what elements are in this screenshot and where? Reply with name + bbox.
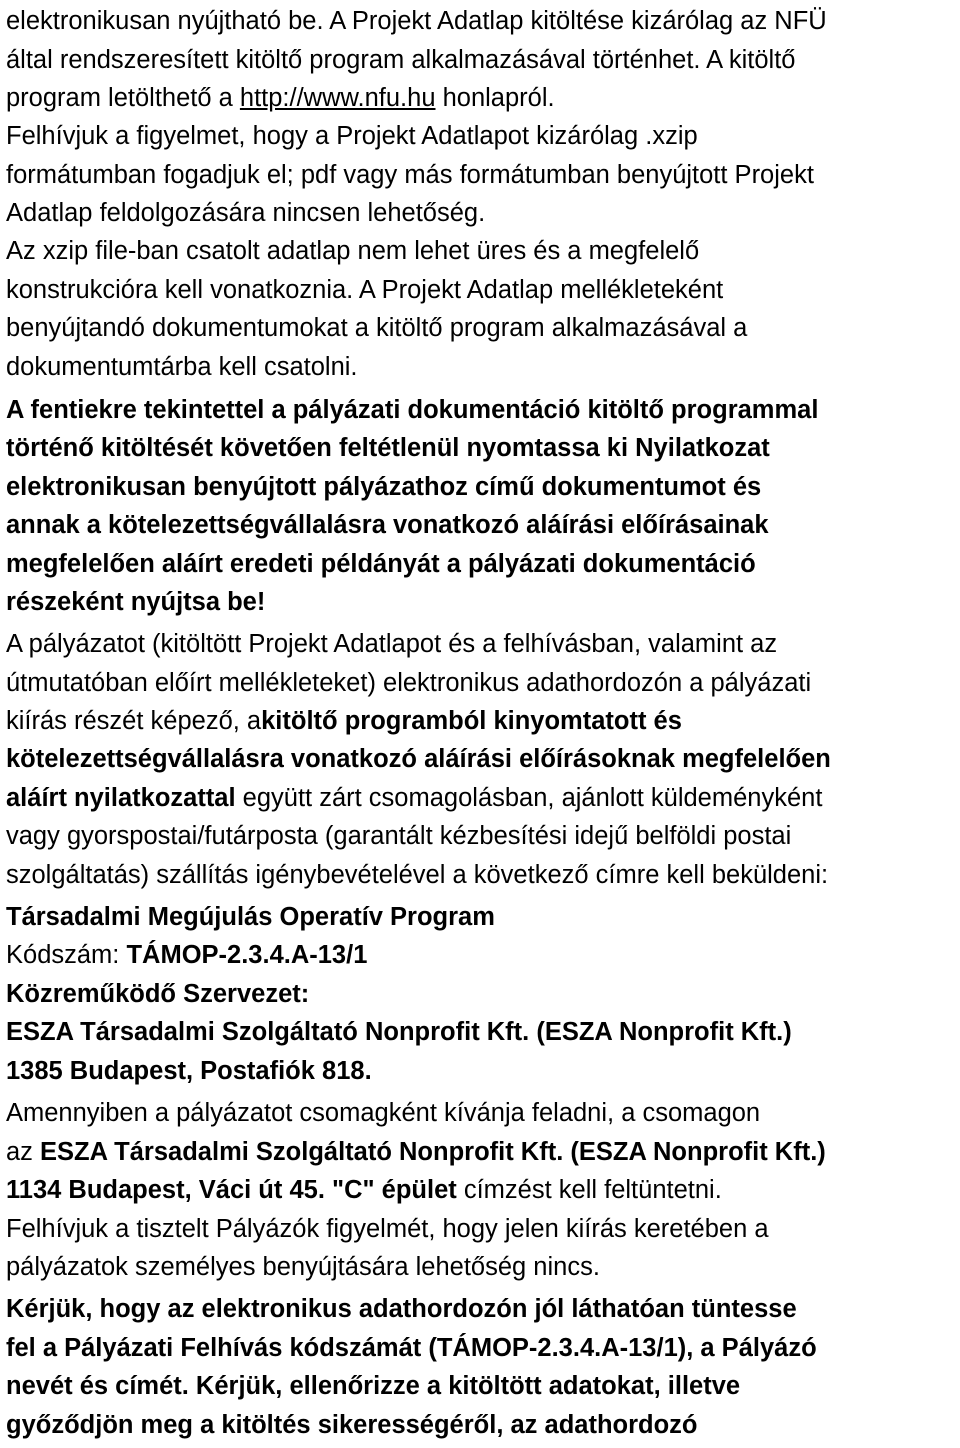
text-line bbox=[6, 1294, 797, 1324]
text-segment: történő kitöltését követően feltétlenül nyomtassa ki Nyilatkozat bbox=[6, 434, 770, 462]
text-line bbox=[6, 629, 777, 659]
text-line bbox=[6, 1017, 792, 1047]
text-segment: ESZA Társadalmi Szolgáltató Nonprofit Kft. (ESZA Nonprofit Kft.) bbox=[40, 1138, 826, 1166]
text-segment: címzést kell feltüntetni. bbox=[456, 1176, 722, 1204]
text-segment: Közreműködő Szervezet: bbox=[6, 980, 310, 1008]
text-line bbox=[6, 1252, 600, 1282]
text-segment: együtt zárt csomagolásban, ajánlott küldeményként bbox=[235, 784, 823, 812]
text-segment: A pályázatot (kitöltött Projekt Adatlapot és a felhívásban, valamint az bbox=[6, 630, 778, 658]
text-line bbox=[6, 979, 309, 1009]
text-line bbox=[6, 433, 770, 463]
text-segment: részeként nyújtsa be! bbox=[6, 588, 266, 616]
text-segment: Társadalmi Megújulás Operatív Program bbox=[6, 903, 495, 931]
text-segment: Kérjük, hogy az elektronikus adathordozón jól láthatóan tüntesse bbox=[6, 1295, 797, 1323]
text-segment: kiírás részét képező, a bbox=[6, 707, 262, 735]
text-line bbox=[6, 549, 756, 579]
text-line bbox=[6, 783, 822, 813]
text-line bbox=[6, 83, 555, 113]
text-segment: kötelezettségvállalásra vonatkozó aláírási előírásoknak megfelelően bbox=[6, 745, 831, 773]
text-segment: által rendszeresített kitöltő program alkalmazásával történhet. A kitöltő bbox=[6, 46, 796, 74]
text-line bbox=[6, 121, 698, 151]
text-segment: ESZA Társadalmi Szolgáltató Nonprofit Kft. (ESZA Nonprofit Kft.) bbox=[6, 1018, 792, 1046]
text-segment: megfelelően aláírt eredeti példányát a pályázati dokumentáció bbox=[6, 550, 756, 578]
text-segment: fel a Pályázati Felhívás kódszámát (TÁMOP-2.3.4.A-13/1), a Pályázó bbox=[6, 1334, 817, 1362]
text-segment: az bbox=[6, 1138, 41, 1166]
text-line bbox=[6, 160, 814, 190]
text-line bbox=[6, 1056, 372, 1086]
text-line bbox=[6, 510, 769, 540]
text-segment: győződjön meg a kitöltés sikerességéről, az adathordozó bbox=[6, 1411, 698, 1439]
text-segment: Felhívjuk a figyelmet, hogy a Projekt Adatlapot kizárólag .xzip bbox=[6, 122, 698, 150]
text-segment: honlapról. bbox=[435, 84, 555, 112]
text-line bbox=[6, 1333, 817, 1363]
text-segment: nevét és címét. Kérjük, ellenőrizze a kitöltött adatokat, illetve bbox=[6, 1372, 741, 1400]
text-line bbox=[6, 744, 831, 774]
text-segment: A fentiekre tekintettel a pályázati dokumentáció kitöltő programmal bbox=[6, 396, 819, 424]
text-segment: elektronikusan nyújtható be. A Projekt Adatlap kitöltése kizárólag az NFÜ bbox=[6, 7, 827, 35]
text-segment: 1385 Budapest, Postafiók 818. bbox=[6, 1057, 372, 1085]
text-segment: pályázatok személyes benyújtására lehetőség nincs. bbox=[6, 1253, 600, 1281]
text-line bbox=[6, 902, 495, 932]
text-segment: útmutatóban előírt mellékleteket) elektronikus adathordozón a pályázati bbox=[6, 669, 812, 697]
text-segment: elektronikusan benyújtott pályázathoz című dokumentumot és bbox=[6, 473, 762, 501]
text-segment: formátumban fogadjuk el; pdf vagy más formátumban benyújtott Projekt bbox=[6, 161, 814, 189]
text-line bbox=[6, 587, 265, 617]
text-segment: program letölthető a bbox=[6, 84, 240, 112]
text-segment: kitöltő programból kinyomtatott és bbox=[261, 707, 682, 735]
text-line bbox=[6, 668, 811, 698]
text-segment: Amennyiben a pályázatot csomagként kívánja feladni, a csomagon bbox=[6, 1099, 761, 1127]
text-line bbox=[6, 6, 827, 36]
text-segment: Az xzip file-ban csatolt adatlap nem lehet üres és a megfelelő bbox=[6, 237, 700, 265]
text-segment: Felhívjuk a tisztelt Pályázók figyelmét, hogy jelen kiírás keretében a bbox=[6, 1215, 769, 1243]
text-line bbox=[6, 472, 761, 502]
text-line bbox=[6, 706, 682, 736]
text-line bbox=[6, 1175, 722, 1205]
text-line bbox=[6, 860, 828, 890]
text-line bbox=[6, 275, 723, 305]
text-line bbox=[6, 313, 747, 343]
text-line bbox=[6, 940, 367, 970]
text-line bbox=[6, 236, 699, 266]
text-line bbox=[6, 198, 485, 228]
text-line bbox=[6, 1410, 698, 1440]
text-segment: TÁMOP-2.3.4.A-13/1 bbox=[126, 941, 368, 969]
link-text[interactable]: http://www.nfu.hu bbox=[239, 84, 436, 112]
text-segment: benyújtandó dokumentumokat a kitöltő program alkalmazásával a bbox=[6, 314, 748, 342]
text-segment: annak a kötelezettségvállalásra vonatkozó aláírási előírásainak bbox=[6, 511, 769, 539]
text-segment: aláírt nyilatkozattal bbox=[6, 784, 236, 812]
text-line bbox=[6, 821, 791, 851]
text-line bbox=[6, 1371, 740, 1401]
text-segment: konstrukcióra kell vonatkoznia. A Projekt Adatlap mellékleteként bbox=[6, 276, 724, 304]
text-segment: Kódszám: bbox=[6, 941, 127, 969]
text-segment: szolgáltatás) szállítás igénybevételével a következő címre kell beküldeni: bbox=[6, 861, 829, 889]
text-line bbox=[6, 1214, 769, 1244]
text-segment: 1134 Budapest, Váci út 45. "C" épület bbox=[6, 1176, 457, 1204]
text-line bbox=[6, 395, 818, 425]
text-segment: vagy gyorspostai/futárposta (garantált kézbesítési idejű belföldi postai bbox=[6, 822, 792, 850]
text-line bbox=[6, 352, 358, 382]
text-segment: Adatlap feldolgozására nincsen lehetőség. bbox=[6, 199, 486, 227]
text-segment: dokumentumtárba kell csatolni. bbox=[6, 353, 358, 381]
text-line bbox=[6, 1137, 826, 1167]
text-line bbox=[6, 1098, 760, 1128]
text-line bbox=[6, 45, 795, 75]
